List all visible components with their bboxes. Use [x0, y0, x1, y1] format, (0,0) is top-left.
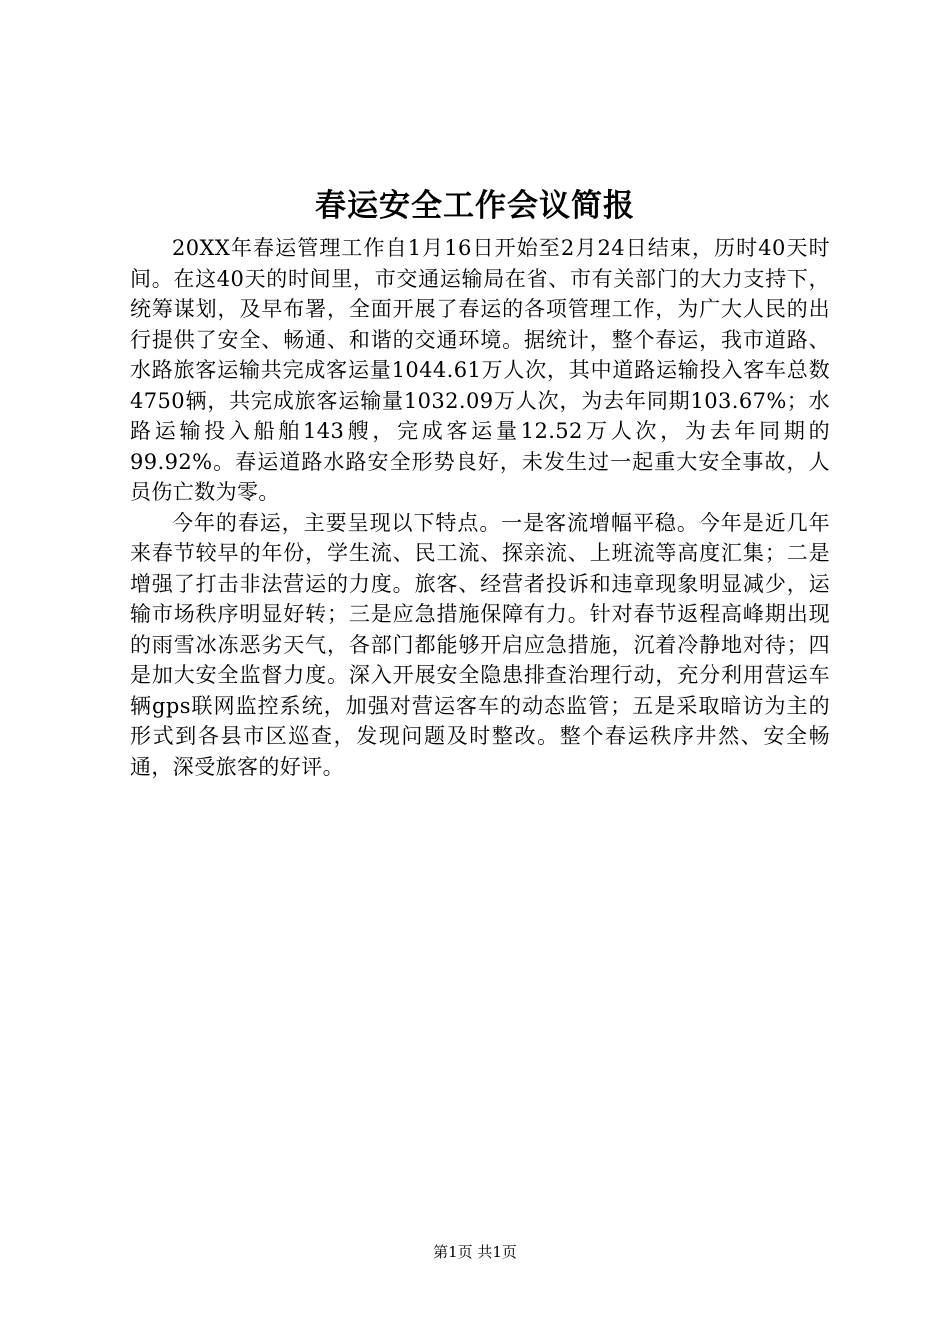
paragraph-2: 今年的春运，主要呈现以下特点。一是客流增幅平稳。今年是近几年来春节较早的年份，学生流、民工流、探亲流、上班流等高度汇集；二是增强了打击非法营运的力度。旅客、经营者投诉和违章现象明显减少，运输市场秩序明显好转；三是应急措施保障有力。针对春节返程高峰期出现的雨雪冰冻恶劣天气，各部门都能够开启应急措施，沉着冷静地对待；四是加大安全监督力度。深入开展安全隐患排查治理行动，充分利用营运车辆gps联网监控系统，加强对营运客车的动态监管；五是采取暗访为主的形式到各县市区巡查，发现问题及时整改。整个春运秩序井然、安全畅通，深受旅客的好评。 [130, 510, 830, 779]
page-number: 第1页 共1页 [433, 1243, 517, 1261]
document-title: 春运安全工作会议简报 [315, 188, 635, 224]
paragraph-1: 20XX年春运管理工作自1月16日开始至2月24日结束，历时40天时间。在这40天的时间里，市交通运输局在省、市有关部门的大力支持下，统筹谋划，及早布署，全面开展了春运的各项管理工作，为广大人民的出行提供了安全、畅通、和谐的交通环境。据统计，整个春运，我市道路、水路旅客运输共完成客运量1044.61万人次，其中道路运输投入客车总数4750辆，共完成旅客运输量1032.09万人次，为去年同期103.67%；水路运输投入船舶143艘，完成客运量12.52万人次，为去年同期的99.92%。春运道路水路安全形势良好，未发生过一起重大安全事故，人员伤亡数为零。 [130, 236, 830, 504]
document-body [130, 233, 830, 782]
